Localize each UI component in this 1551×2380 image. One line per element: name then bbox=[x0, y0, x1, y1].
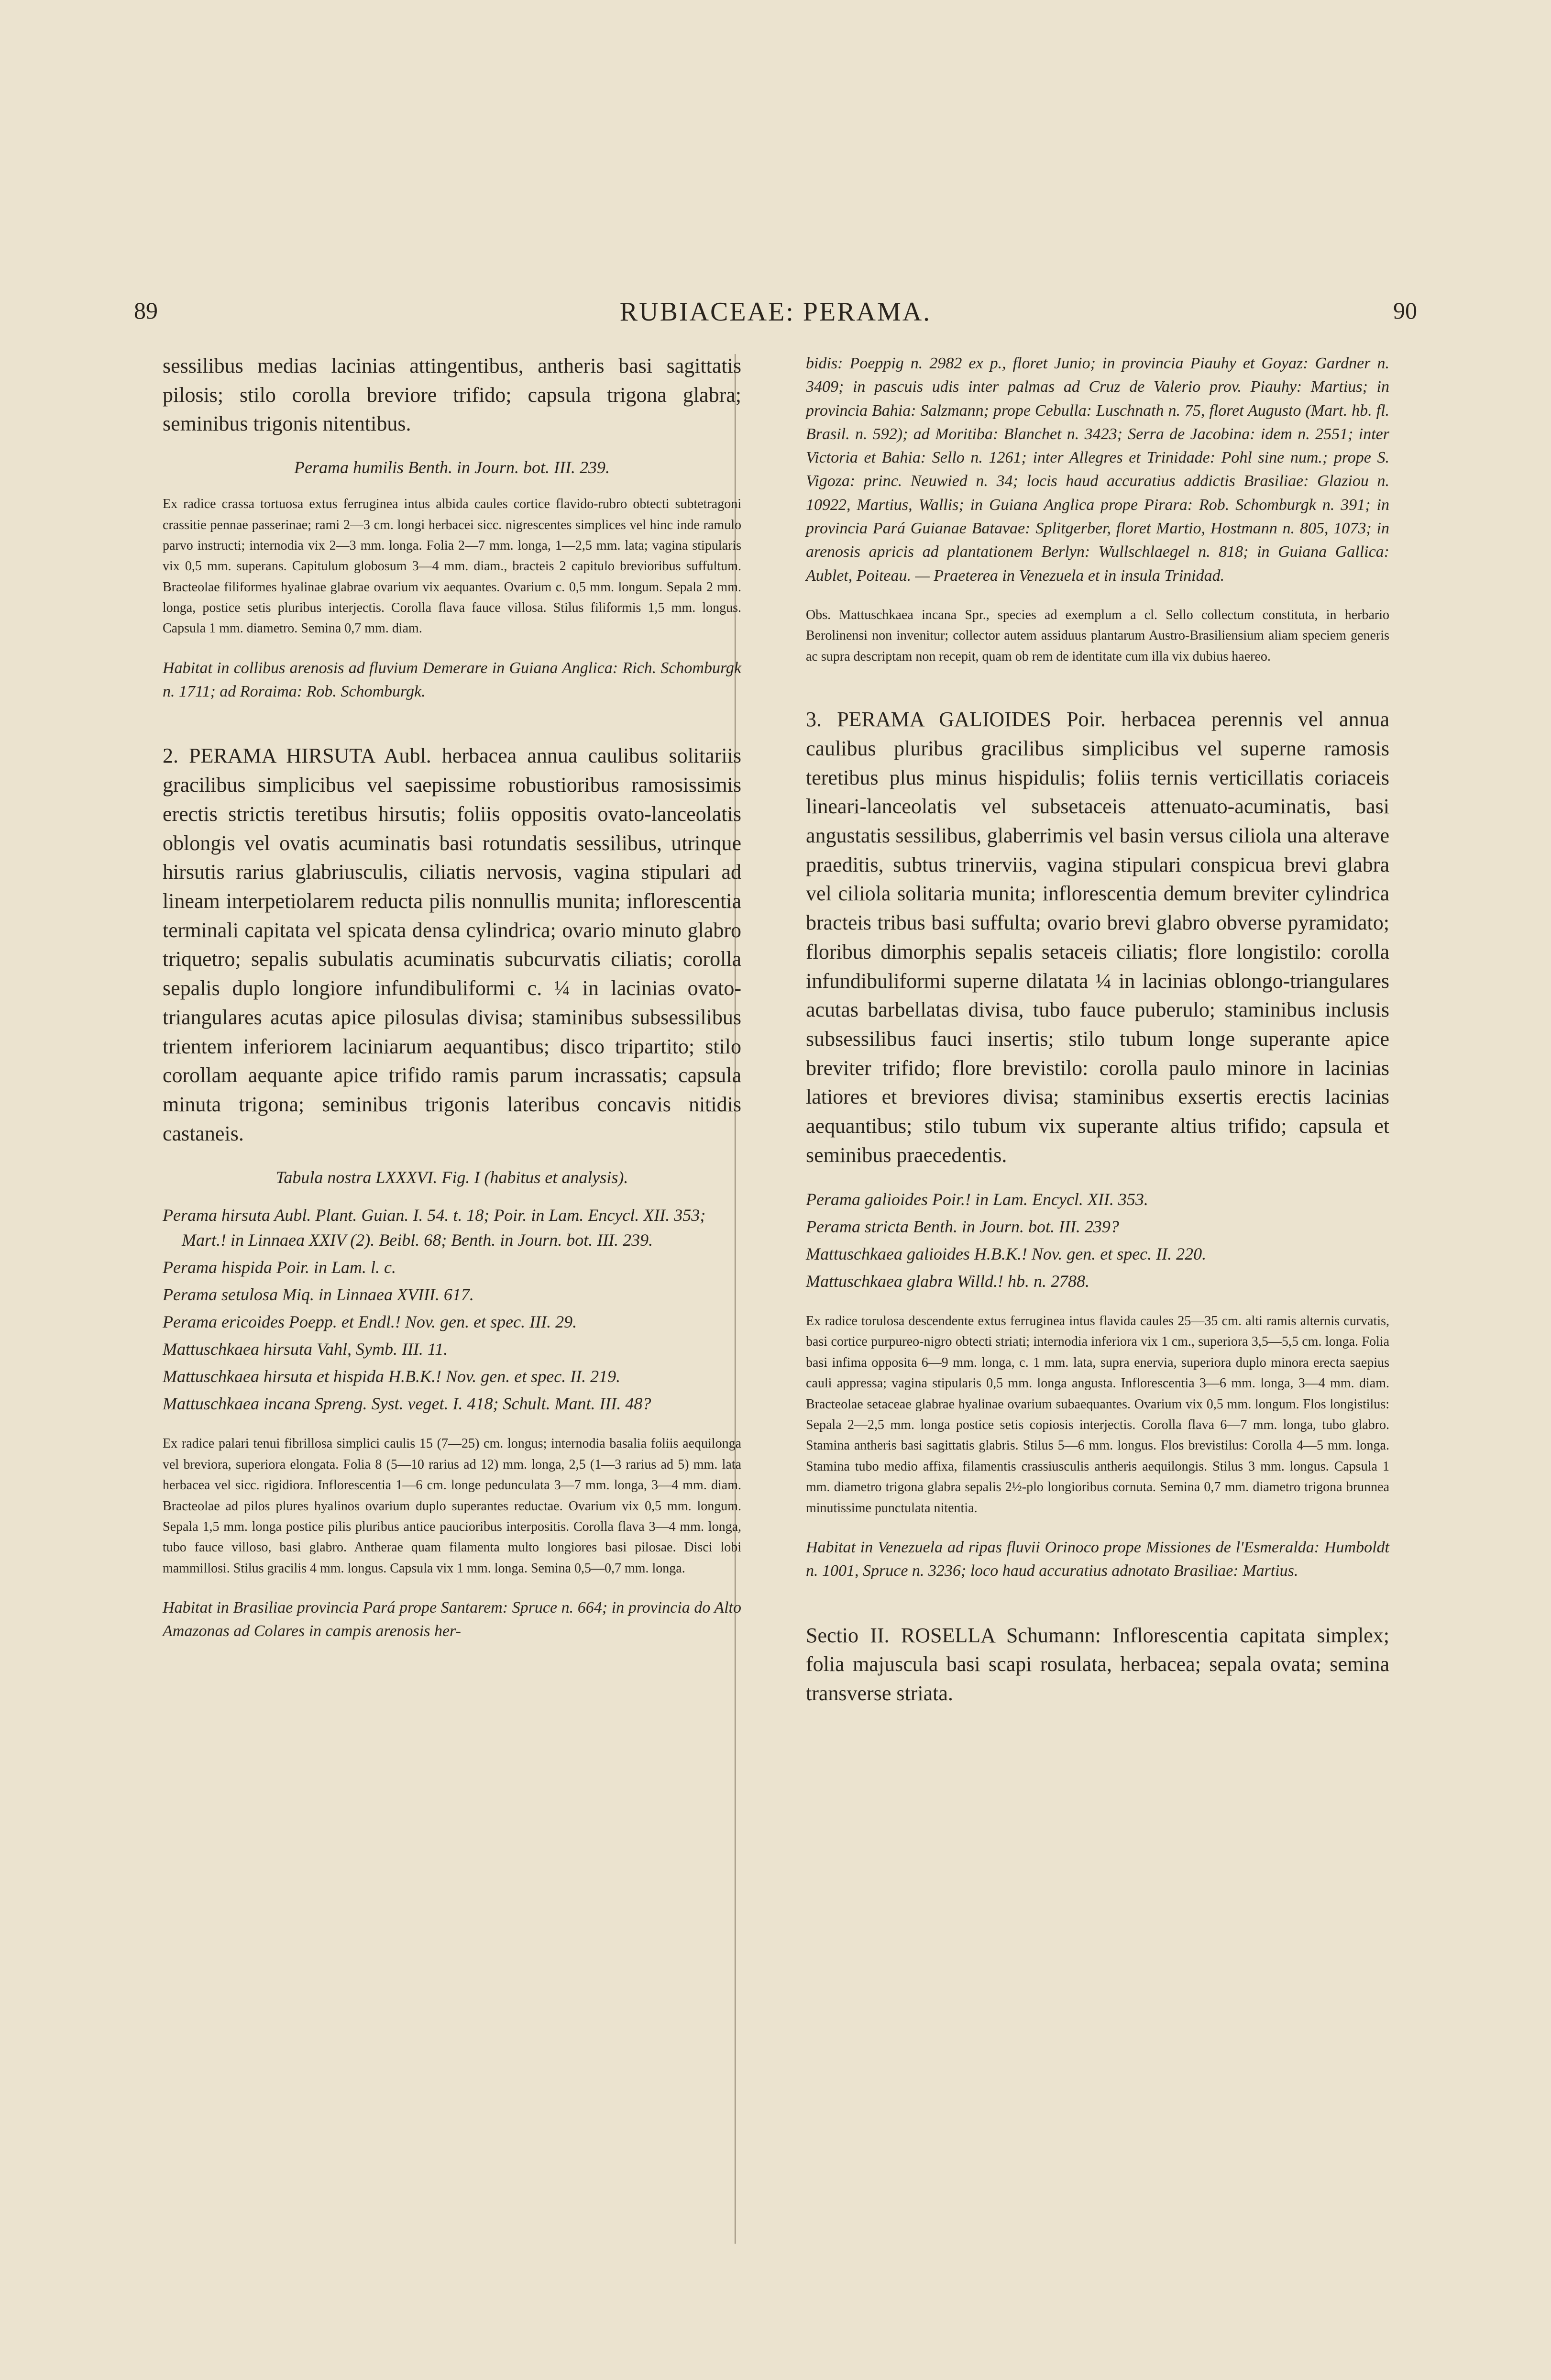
synonym-entry: Perama ericoides Poepp. et Endl.! Nov. gen. et spec. III. 29. bbox=[163, 1312, 577, 1331]
synonym-entry: Mattuschkaea hirsuta Vahl, Symb. III. 11. bbox=[163, 1339, 448, 1359]
synonym-entry: Perama setulosa Miq. in Linnaea XVIII. 617. bbox=[163, 1284, 474, 1304]
humilis-description: Ex radice crassa tortuosa extus ferruginea intus albida caules cortice flavido-rubro obtecti subtetragoni crassitie pennae passerinae; rami 2—3 cm. longi herbacei sicc. nigrescentes simplices vel hinc inde ramulo parvo instructi; internodia vix 2—3 mm. longa. Folia 2—7 mm. longa, 1—2,5 mm. lata; vagina stipularis vix 0,5 mm. superans. Capitulum globosum 3—4 mm. diam., bracteis 2 capitulo brevioribus suffultum. Bracteolae filiformes hyalinae glabrae ovarium vix aequantes. Ovarium c. 0,5 mm. longum. Sepala 2 mm. longa, postice setis pluribus interjectis. Corolla flava fauce villosa. Stilus filiformis 1,5 mm. longus. Capsula 1 mm. diametro. Semina 0,7 mm. diam. bbox=[163, 497, 741, 636]
galioides-diagnosis: 3. PERAMA GALIOIDES Poir. herbacea perennis vel annua caulibus pluribus gracilibus simplicibus vel superne ramosis teretibus plus minus hispidulis; foliis ternis verticillatis coriaceis lineari-lanceolatis vel subsetaceis attenuato-acuminatis, basi angustatis sessilibus, glaberrimis vel basin versus ciliola una alterave praeditis, subtus trinerviis, vagina stipulari conspicua brevi glabra vel ciliola solitaria munita; inflorescentia demum breviter cylindrica bracteis tribus basi suffulta; ovario brevi glabro obverse pyramidato; floribus dimorphis sepalis setaceis ciliatis; flore longistilo: corolla infundibuliformi superne dilatata ¼ in lacinias oblongo-triangulares acutas barbellatas divisa, tubo fauce puberulo; staminibus inclusis subsessilibus fauci insertis; stilo tubum longe superante apice breviter trifido; flore brevistilo: corolla paulo minore in lacinias latiores et breviores divisa; staminibus exsertis erectis lacinias aequantibus; stilo tubum vix superante altius trifido; capsula et seminibus praecedentis. bbox=[806, 708, 1389, 1167]
synonym-entry: Perama hirsuta Aubl. Plant. Guian. I. 54. t. 18; Poir. in Lam. Encycl. XII. 353; Mart.! in Linnaea XXIV (2). Beibl. 68; Benth. in Journ. bot. III. 239. bbox=[163, 1206, 706, 1250]
galioides-synonyms bbox=[806, 1187, 1389, 1294]
hirsuta-habitat-continued: bidis: Poeppig n. 2982 ex p., floret Junio; in provincia Piauhy et Goyaz: Gardner n. 3409; in pascuis udis inter palmas ad Cruz de Valerio prov. Piauhy: Martius; in provincia Bahia: Salzmann; prope Cebulla: Luschnath n. 75, floret Augusto (Mart. hb. fl. Brasil. n. 592); ad Moritiba: Blanchet n. 3423; Serra de Jacobina: idem n. 2551; inter Victoria et Bahia: Sello n. 1261; inter Allegres et Trinidade: Pohl sine num.; prope S. Vigoza: princ. Neuwied n. 34; locis haud accuratius addictis Brasiliae: Glaziou n. 10922, Martius, Wallis; in Guiana Anglica prope Pirara: Rob. Schomburgk n. 391; in provincia Pará Guianae Batavae: Splitgerber, floret Martio, Hostmann n. 805, 1073; in arenosis apricis ad plantationem Berlyn: Wullschlaegel n. 818; in Guiana Gallica: Aublet, Poiteau. — Praeterea in Venezuela et in insula Trinidad. bbox=[806, 354, 1389, 585]
intro-paragraph: sessilibus medias lacinias attingentibus, antheris basi sagittatis pilosis; stilo corolla breviore trifido; capsula trigona glabra; seminibus trigonis nitentibus. bbox=[163, 354, 741, 436]
page-number-right: 90 bbox=[1393, 297, 1417, 324]
hirsuta-synonyms bbox=[163, 1203, 741, 1416]
tabula-reference: Tabula nostra LXXXVI. Fig. I (habitus et analysis). bbox=[275, 1167, 628, 1187]
synonym-entry: Perama stricta Benth. in Journ. bot. III. 239? bbox=[806, 1217, 1119, 1236]
synonym-entry: Mattuschkaea incana Spreng. Syst. veget. I. 418; Schult. Mant. III. 48? bbox=[163, 1394, 651, 1414]
sectio-rosella: Sectio II. ROSELLA Schumann: Inflorescentia capitata simplex; folia majuscula basi scapi rosulata, herbacea; sepala ovata; semina transverse striata. bbox=[806, 1623, 1389, 1705]
synonym-entry: Mattuschkaea galioides H.B.K.! Nov. gen. et spec. II. 220. bbox=[806, 1244, 1207, 1263]
left-column bbox=[163, 352, 741, 1660]
hirsuta-habitat: Habitat in Brasiliae provincia Pará prope Santarem: Spruce n. 664; in provincia do Alto Amazonas ad Colares in campis arenosis her- bbox=[163, 1599, 741, 1640]
observation-note: Obs. Mattuschkaea incana Spr., species ad exemplum a cl. Sello collectum constituta, in herbario Berolinensi non invenitur; collector autem assiduus plantarum Austro-Brasiliensium aliam speciem generis ac supra descriptam non recepit, quam ob rem de identitate cum illa vix dubius haereo. bbox=[806, 607, 1389, 664]
humilis-reference: Perama humilis Benth. in Journ. bot. III. 239. bbox=[294, 458, 610, 477]
synonym-entry: Perama hispida Poir. in Lam. l. c. bbox=[163, 1257, 396, 1277]
hirsuta-description: Ex radice palari tenui fibrillosa simplici caulis 15 (7—25) cm. longus; internodia basalia foliis aequilonga vel breviora, superiora elongata. Folia 8 (5—10 rarius ad 12) mm. longa, 2,5 (1—3 rarius ad 5) mm. lata herbacea vel sicc. rigidiora. Inflorescentia 1—6 cm. longe pedunculata 3—7 mm. longa, 3—4 mm. diam. Bracteolae ad pilos plures hyalinos ovarium duplo superantes reductae. Ovarium vix 0,5 mm. longum. Sepala 1,5 mm. longa postice pilis pluribus antice paucioribus interpositis. Corolla flava 3—4 mm. longa, tubo fauce villoso, basi glabro. Antherae quam filamenta multo longiores basi pilosae. Disci lobi mammillosi. Stilus gracilis 4 mm. longus. Capsula vix 1 mm. longa. Semina 0,5—0,7 mm. longa. bbox=[163, 1436, 741, 1576]
galioides-description: Ex radice torulosa descendente extus ferruginea intus flavida caules 25—35 cm. alti ramis alternis curvatis, basi cortice purpureo-nigro obtecti striati; internodia inferiora vix 1 cm., superiora 3,5—5,5 cm. longa. Folia basi infima opposita 6—9 mm. longa, c. 1 mm. lata, supra enervia, superiora duplo minora erecta saepius cauli appressa; vagina stipularis 0,5 mm. longa angusta. Inflorescentia 3—6 mm. longa, 3—4 mm. diam. Bracteolae setaceae glabrae hyalinae ovarium subaequantes. Ovarium vix 0,5 mm. longum. Flos longistilus: Sepala 2—2,5 mm. longa postice setis copiosis interjectis. Corolla flava 6—7 mm. longa, tubo glabro. Stamina antheris basi sagittatis glabris. Stilus 5—6 mm. longus. Flos brevistilus: Corolla 4—5 mm. longa. Stamina tubo medio affixa, filamentis crassiusculis antheris aequilongis. Stilus 3 mm. longus. Capsula 1 mm. diametro trigona glabra sepalis 2½-plo longioribus cornuta. Semina 0,7 mm. diametro trigona brunnea minutissime punctulata nitentia. bbox=[806, 1314, 1389, 1516]
galioides-habitat: Habitat in Venezuela ad ripas fluvii Orinoco prope Missiones de l'Esmeralda: Humboldt n. 1001, Spruce n. 3236; loco haud accuratius adnotato Brasiliae: Martius. bbox=[806, 1538, 1389, 1580]
running-title: RUBIACEAE: PERAMA. bbox=[619, 297, 932, 327]
right-column bbox=[806, 352, 1389, 1726]
page-header bbox=[134, 297, 1417, 340]
synonym-entry: Mattuschkaea glabra Willd.! hb. n. 2788. bbox=[806, 1271, 1089, 1291]
hirsuta-diagnosis: 2. PERAMA HIRSUTA Aubl. herbacea annua caulibus solitariis gracilibus simplicibus vel saepissime robustioribus ramosissimis erectis strictis teretibus hirsutis; foliis oppositis ovato-lanceolatis oblongis vel ovatis acuminatis basi rotundatis sessilibus, utrinque hirsutis rarius glabriusculis, ciliatis nervosis, vagina stipulari ad lineam interpetiolarem reducta pilis nonnullis munita; inflorescentia terminali capitata vel spicata densa cylindrica; ovario minuto glabro triquetro; sepalis subulatis acuminatis subcurvatis ciliatis; corolla sepalis duplo longiore infundibuliformi c. ¼ in lacinias ovato-triangulares acutas apice pilosulas divisa; staminibus subsessilibus trientem inferiorem laciniarum aequantibus; disco tripartito; stilo corollam aequante apice trifido ramis parum incrassatis; capsula minuta trigona; seminibus trigonis lateribus concavis nitidis castaneis. bbox=[163, 744, 741, 1145]
page-number-left: 89 bbox=[134, 297, 158, 324]
synonym-entry: Perama galioides Poir.! in Lam. Encycl. XII. 353. bbox=[806, 1189, 1148, 1209]
synonym-entry: Mattuschkaea hirsuta et hispida H.B.K.! Nov. gen. et spec. II. 219. bbox=[163, 1367, 621, 1386]
humilis-habitat: Habitat in collibus arenosis ad fluvium Demerare in Guiana Anglica: Rich. Schomburgk n. 1711; ad Roraima: Rob. Schomburgk. bbox=[163, 659, 741, 701]
